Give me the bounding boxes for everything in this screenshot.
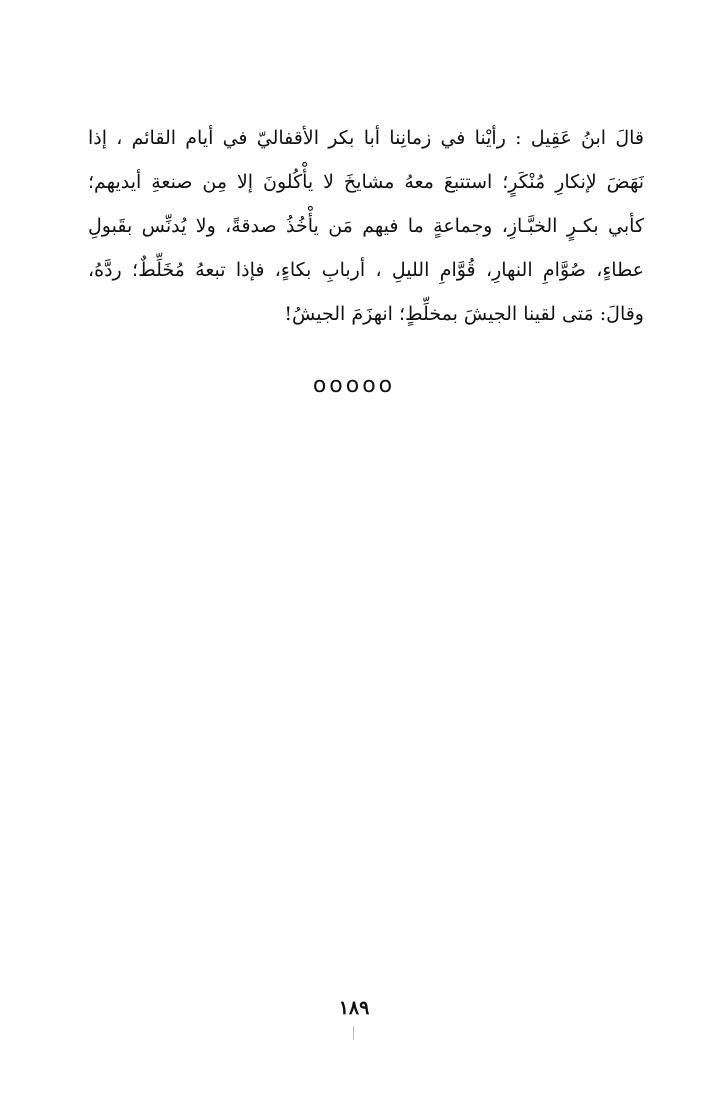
gutter-mark bbox=[353, 1026, 354, 1040]
text-line-2: نَهَضَ لإنكارِ مُنْكَرٍ؛ استتبعَ معهُ مشايخَ لا يأْكُلونَ إلا مِن صنعةِ أيديهم؛ bbox=[88, 171, 644, 193]
text-line-4: عطاءٍ، صُوَّامِ النهارِ، قُوَّامِ الليلِ ، أربابِ بكاءٍ، فإذا تبعهُ مُخَلِّطٌ؛ ردَّهُ، bbox=[88, 259, 644, 281]
section-divider-ornament: ooooo bbox=[312, 373, 396, 398]
text-line-5: وقالَ: مَتى لقينا الجيشَ بمخلِّطٍ؛ انهزَمَ الجيشُ! bbox=[284, 303, 644, 325]
paragraph bbox=[88, 116, 644, 336]
text-line-3: كأبي بكـرٍ الخبَّـازِ، وجماعةٍ ما فيهم مَن يأْخُذُ صدقةً، ولا يُدنِّس بقَبولِ bbox=[88, 215, 644, 237]
page-number: ١٨٩ bbox=[338, 997, 370, 1019]
text-line-1: قالَ ابنُ عَقِيل : رأيْنا في زمانِنا أبا بكر الأقفاليّ في أيام القائم ، إذا bbox=[88, 127, 644, 149]
